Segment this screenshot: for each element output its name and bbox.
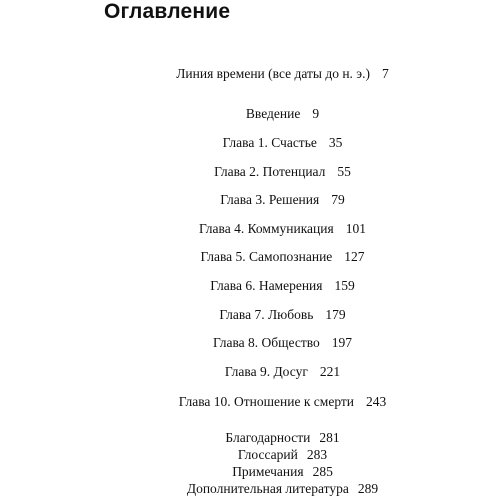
toc-entry-label: Примечания [232,464,304,479]
toc-entry-notes[interactable] [0,464,500,480]
toc-entry-label: Благодарности [225,430,311,445]
toc-entry-page: 101 [345,221,366,236]
toc-entry-intro[interactable] [0,106,500,122]
toc-entry-label: Глава 6. Намерения [210,278,323,293]
toc-entry-further-reading[interactable] [0,481,500,497]
toc-entry-chapter-9[interactable] [0,364,500,380]
toc-entry-page: 7 [381,66,389,81]
toc-entry-chapter-10[interactable] [0,394,500,410]
toc-entry-label: Введение [245,106,301,121]
toc-entry-page: 55 [337,164,351,179]
toc-entry-chapter-5[interactable] [0,249,500,265]
toc-entry-glossary[interactable] [0,447,500,463]
toc-entry-chapter-3[interactable] [0,192,500,208]
toc-entry-label: Глава 1. Счастье [222,135,317,150]
toc-entry-chapter-6[interactable] [0,278,500,294]
toc-entry-page: 127 [344,249,365,264]
toc-entry-page: 79 [331,192,345,207]
toc-entry-page: 281 [319,430,340,445]
toc-entry-label: Глава 3. Решения [220,192,320,207]
toc-entry-label: Глоссарий [237,447,298,462]
toc-entry-chapter-7[interactable] [0,307,500,323]
toc-entry-label: Дополнительная литература [186,481,349,496]
toc-entry-page: 289 [357,481,379,496]
toc-entry-acknowledgements[interactable] [0,430,500,446]
toc-entry-label: Глава 5. Самопознание [200,249,333,264]
toc-entry-page: 179 [325,307,346,322]
page-title: Оглавление [104,0,231,23]
toc-entry-page: 159 [334,278,355,293]
toc-entry-label: Глава 10. Отношение к смерти [178,394,355,409]
toc-entry-page: 9 [312,106,320,121]
toc-entry-chapter-4[interactable] [0,221,500,237]
toc-entry-label: Глава 9. Досуг [224,364,308,379]
toc-entry-page: 35 [328,135,343,150]
toc-entry-chapter-1[interactable] [0,135,500,151]
toc-entry-page: 283 [306,447,328,462]
toc-entry-chapter-2[interactable] [0,164,500,180]
toc-entry-label: Глава 8. Общество [212,335,320,350]
toc-entry-page: 197 [331,335,353,350]
toc-entry-page: 243 [366,394,387,409]
toc-entry-label: Глава 2. Потенциал [214,164,326,179]
toc-entry-timeline[interactable] [0,66,500,82]
toc-entry-label: Глава 7. Любовь [219,307,314,322]
toc-entry-page: 221 [319,364,341,379]
toc-entry-page: 285 [312,464,333,479]
toc-entry-label: Линия времени (все даты до н. э.) [176,66,370,81]
toc-entry-chapter-8[interactable] [0,335,500,351]
toc-entry-label: Глава 4. Коммуникация [199,221,334,236]
